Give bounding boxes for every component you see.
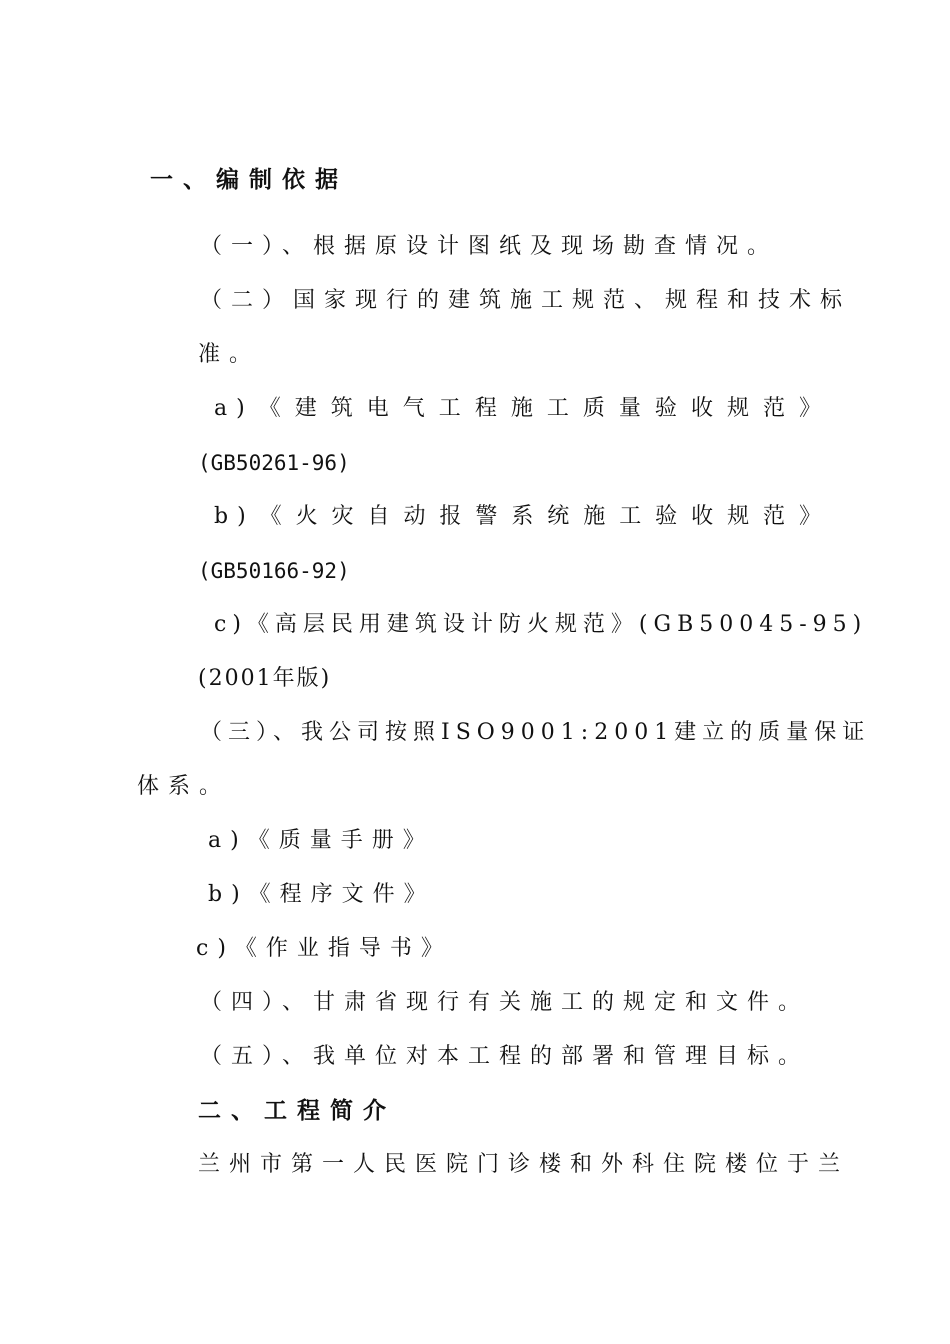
project-intro-line-1: 兰州市第一人民医院门诊楼和外科住院楼位于兰 [198, 1152, 850, 1177]
basis-item-4: （四）、甘肃省现行有关施工的规定和文件。 [200, 990, 810, 1015]
basis-item-1: （一）、根据原设计图纸及现场勘查情况。 [200, 234, 779, 259]
basis-item-2-line-1: （二）国家现行的建筑施工规范、规程和技术标 [200, 288, 852, 313]
standard-c-title: c)《高层民用建筑设计防火规范》(GB50045-95) [214, 612, 868, 637]
section-heading-2: 二、工程简介 [198, 1098, 396, 1124]
quality-doc-b: b)《程序文件》 [208, 882, 435, 907]
standard-b-code: (GB50166-92) [198, 559, 350, 583]
basis-item-3-line-2: 体系。 [137, 774, 231, 799]
standard-c-edition: (2001年版) [198, 666, 332, 691]
basis-item-5: （五）、我单位对本工程的部署和管理目标。 [200, 1044, 810, 1069]
section-heading-1: 一、编制依据 [150, 167, 348, 193]
basis-item-2-line-2: 准。 [198, 342, 261, 367]
quality-doc-c: c)《作业指导书》 [196, 936, 452, 961]
standard-a-code: (GB50261-96) [198, 451, 350, 475]
standard-b-title: b)《火灾自动报警系统施工验收规范》 [214, 504, 830, 529]
standard-a-title: a)《建筑电气工程施工质量验收规范》 [214, 396, 830, 421]
basis-item-3-line-1: （三）、我公司按照ISO9001:2001建立的质量保证 [200, 720, 871, 745]
quality-doc-a: a)《质量手册》 [208, 828, 434, 853]
